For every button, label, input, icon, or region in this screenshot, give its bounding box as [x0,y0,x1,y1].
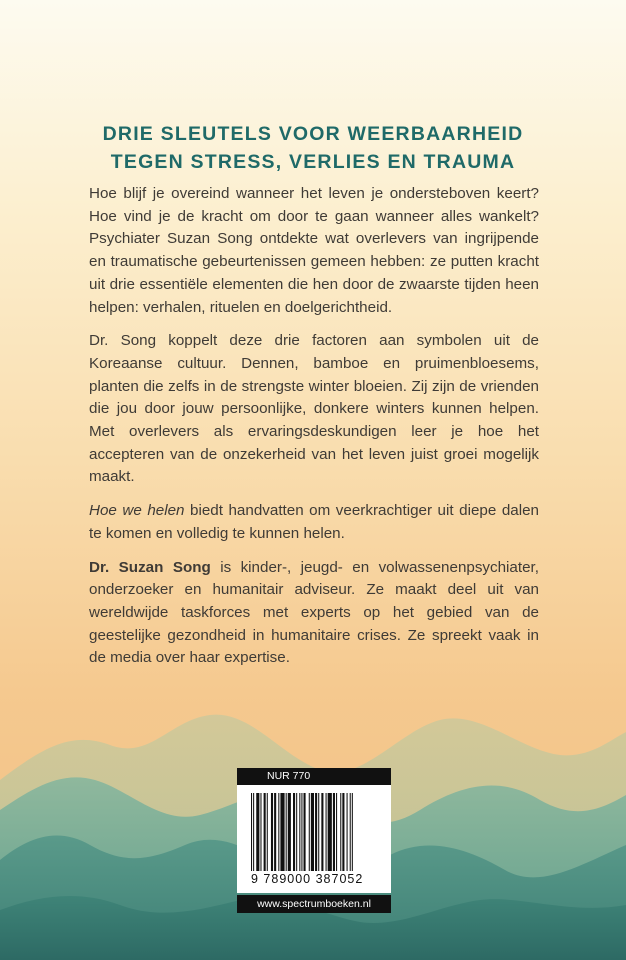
barcode-panel [237,785,391,893]
paragraph-symbols: Dr. Song koppelt deze drie factoren aan symbolen uit de Koreaanse cultuur. Dennen, bamboe en pruimenbloesems, planten die zelfs in de strengste winter bloeien. Zij zijn de vrienden die jou door jouw persoonlijke, donkere winters kunnen helpen. Met overlevers als ervaringsdeskundigen leer je hoe het accepteren van de onzekerheid van het leven juist groei mogelijk maakt. [89,332,539,486]
cover-heading [0,120,626,176]
paragraph-book [89,500,539,545]
book-summary: biedt handvatten om veerkrachtiger uit diepe dalen te komen en volledig te kunnen helen. [89,502,539,542]
barcode [251,793,383,871]
heading-line-1: DRIE SLEUTELS VOOR WEERBAARHEID [102,123,524,145]
publisher-website: www.spectrumboeken.nl [237,895,391,913]
paragraph-author [89,557,539,671]
author-bio: is kinder-, jeugd- en volwassenenpsychiater, onderzoeker en humanitair adviseur. Ze maakt deel uit van wereldwijde taskforces met experts op het gebied van de geestelijke gezondheid in humanitaire crises. Ze spreekt vaak in de media over haar expertise. [89,558,539,667]
book-title: Hoe we helen [89,502,185,520]
blurb [89,183,539,681]
paragraph-intro: Hoe blijf je overeind wanneer het leven je ondersteboven keert? Hoe vind je de kracht om door te gaan wanneer alles wankelt? Psychiater Suzan Song ontdekte wat overlevers van ingrijpende en traumatische gebeurtenissen gemeen hebben: ze putten kracht uit drie essentiële elementen die hen door de zwaarste tijden heen helpen: verhalen, rituelen en doelgerichtheid. [89,185,539,316]
heading-line-2: TEGEN STRESS, VERLIES EN TRAUMA [110,151,516,173]
nur-code: NUR 770 [237,768,391,785]
author-name: Dr. Suzan Song [89,558,211,576]
isbn-number: 9 789000 387052 [251,872,364,886]
